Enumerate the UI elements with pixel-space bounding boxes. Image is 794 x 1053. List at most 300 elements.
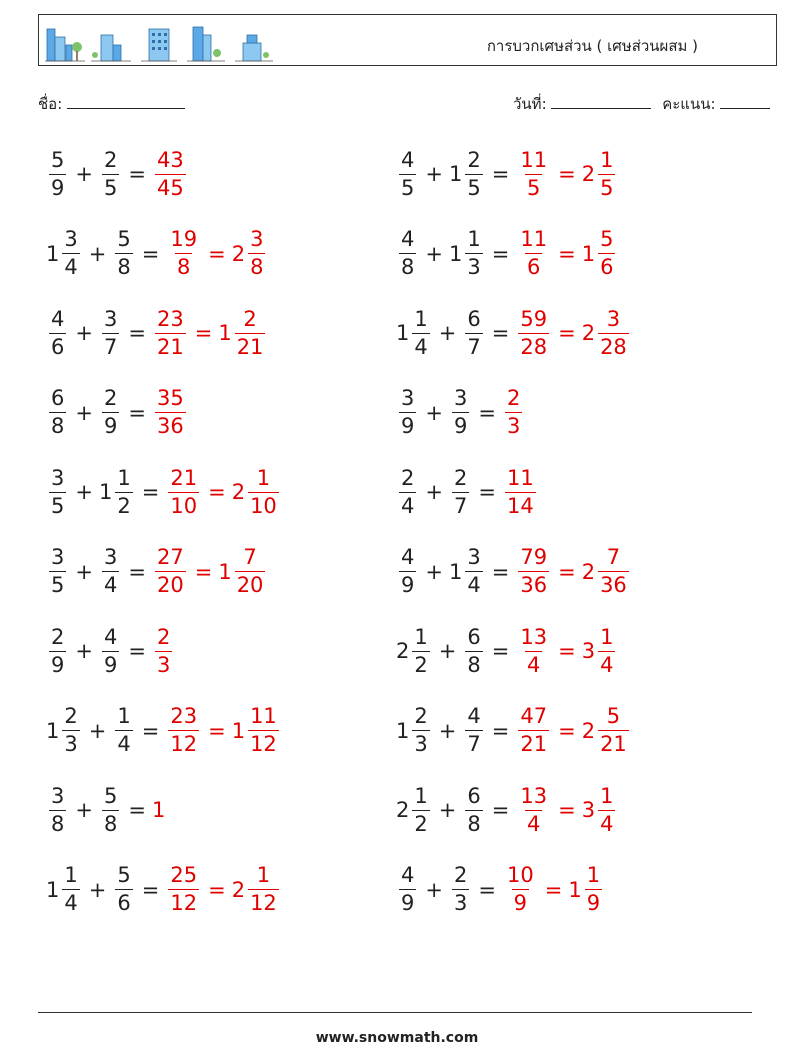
answer-mixed-whole: 3: [581, 639, 596, 663]
plus-sign: +: [438, 321, 457, 345]
answer-mixed-denominator: 36: [600, 573, 627, 597]
problem-4: [396, 220, 618, 288]
plus-sign: +: [425, 480, 443, 504]
addend-2-fraction: [115, 465, 132, 518]
answer-numerator: 11: [520, 147, 548, 172]
addend-2: [449, 229, 486, 278]
addend-1-fraction: [399, 388, 416, 437]
answer: [502, 865, 539, 914]
answer-mixed-whole: 2: [231, 480, 246, 504]
plus-sign: +: [425, 877, 443, 902]
answer-numerator: 59: [520, 306, 548, 331]
addend-1-denominator: 9: [401, 414, 415, 438]
addend-2: [99, 624, 122, 677]
equals-sign: =: [478, 400, 496, 425]
plus-sign: +: [88, 718, 107, 743]
answer-denominator: 3: [156, 652, 171, 677]
addend-2-denominator: 9: [453, 414, 468, 438]
answer-denominator: 9: [513, 891, 528, 915]
problem-14: [396, 617, 618, 685]
name-field: [38, 92, 185, 116]
equals-sign: =: [478, 877, 496, 902]
answer-mixed-fraction: [248, 465, 279, 518]
answer-denominator: 21: [156, 334, 184, 359]
answer-mixed-fraction: [598, 147, 615, 200]
answer-mixed-denominator: 8: [250, 255, 264, 279]
addend-1-denominator: 4: [414, 334, 428, 359]
addend-1-denominator: 2: [414, 652, 428, 677]
answer-mixed-numerator: 7: [606, 545, 621, 569]
plus-sign: +: [425, 559, 443, 584]
answer-fraction: [155, 388, 186, 437]
answer-denominator: 21: [520, 732, 548, 756]
addend-2-numerator: 4: [103, 624, 118, 649]
answer-mixed-fraction: [598, 783, 615, 836]
addend-1: [396, 783, 433, 836]
addend-1: [396, 229, 419, 278]
addend-2-denominator: 9: [103, 414, 118, 438]
answer-denominator: 5: [527, 175, 541, 200]
addend-2: [99, 783, 122, 836]
answer-mixed-whole: 2: [231, 877, 246, 902]
addend-2-numerator: 5: [117, 863, 131, 887]
addend-1-fraction: [62, 706, 79, 755]
answer-denominator: 20: [156, 573, 184, 597]
plus-sign: +: [75, 639, 93, 663]
answer-mixed: [232, 706, 282, 755]
answer-denominator: 4: [527, 811, 541, 836]
answer-denominator: 36: [520, 573, 548, 597]
answer-mixed-fraction: [598, 706, 629, 755]
addend-2: [99, 147, 122, 200]
answer-mixed-numerator: 1: [256, 465, 271, 490]
answer: [515, 706, 552, 755]
equals-sign: =: [141, 877, 160, 902]
equals-sign: =: [491, 798, 510, 822]
equals-sign: =: [128, 559, 146, 584]
answer-mixed-whole: 1: [568, 877, 582, 902]
equals-sign: =: [491, 718, 510, 743]
answer-fraction: [168, 465, 199, 518]
answer-denominator: 3: [506, 414, 521, 438]
equals-sign: =: [141, 480, 160, 504]
answer-numerator: 35: [156, 386, 184, 410]
problem-3: [46, 220, 268, 288]
answer-fraction: [505, 388, 522, 437]
page-title: การบวกเศษส่วน ( เศษส่วนผสม ): [486, 37, 698, 55]
problem-11: [46, 538, 268, 606]
problem-6: [396, 299, 632, 367]
addend-2-fraction: [102, 624, 119, 677]
plus-sign: +: [75, 559, 93, 584]
addend-1-fraction: [62, 865, 79, 914]
addend-2: [462, 624, 485, 677]
addend-2-numerator: 2: [103, 386, 118, 410]
header-box: [38, 14, 777, 66]
addend-1-numerator: 1: [64, 863, 78, 887]
problem-12: [396, 538, 632, 606]
answer: [165, 865, 202, 914]
plus-sign: +: [75, 321, 93, 345]
addend-1-denominator: 8: [401, 255, 415, 279]
answer-fraction: [518, 229, 549, 278]
answer-fraction: [155, 306, 186, 359]
answer-mixed-denominator: 6: [600, 255, 614, 279]
addend-2-denominator: 6: [117, 891, 131, 915]
answer: [165, 706, 202, 755]
addend-2: [462, 706, 485, 755]
answer-numerator: 13: [520, 624, 548, 649]
addend-1-numerator: 4: [401, 227, 415, 251]
answer-mixed-denominator: 5: [600, 175, 614, 200]
addend-1-fraction: [62, 229, 79, 278]
problem-16: [396, 697, 632, 765]
date-label: วันที่:: [513, 95, 547, 113]
addend-2-denominator: 5: [467, 175, 481, 200]
answer-denominator: 36: [156, 414, 184, 438]
addend-2-numerator: 6: [467, 783, 481, 808]
addend-1-denominator: 4: [64, 891, 78, 915]
addend-2-fraction: [452, 388, 469, 437]
addend-2-numerator: 3: [103, 545, 118, 569]
addend-2-fraction: [465, 624, 482, 677]
addend-2-numerator: 2: [453, 863, 468, 887]
equals-sign: =: [128, 162, 146, 186]
addend-2-numerator: 6: [467, 624, 481, 649]
problem-10: [396, 458, 539, 526]
answer: [515, 547, 552, 596]
answer: [152, 798, 165, 822]
addend-2-numerator: 5: [103, 783, 118, 808]
answer-mixed-numerator: 3: [606, 306, 621, 331]
name-blank[interactable]: [67, 94, 185, 109]
answer-mixed-whole: 1: [231, 718, 246, 743]
plus-sign: +: [75, 400, 93, 425]
equals-sign: =: [558, 798, 576, 822]
addend-2-denominator: 4: [467, 573, 481, 597]
answer-mixed-denominator: 28: [600, 334, 627, 359]
problem-8: [396, 379, 525, 447]
addend-2-fraction: [452, 465, 469, 518]
addend-1-whole: 1: [46, 877, 60, 902]
addend-2-denominator: 7: [103, 334, 118, 359]
addend-2-whole: 1: [448, 559, 463, 584]
addend-1-numerator: 3: [401, 386, 415, 410]
answer-denominator: 14: [506, 493, 534, 518]
addend-1: [46, 706, 83, 755]
answer-mixed-whole: 3: [581, 798, 596, 822]
addend-1-denominator: 4: [64, 255, 78, 279]
addend-1-denominator: 9: [51, 652, 65, 677]
addend-1-numerator: 2: [64, 704, 78, 728]
equals-sign: =: [558, 718, 576, 743]
addend-2-denominator: 7: [467, 732, 481, 756]
addend-1-fraction: [399, 465, 416, 518]
answer-mixed-whole: 2: [581, 718, 596, 743]
addend-2-numerator: 3: [467, 545, 481, 569]
answer-fraction: [518, 624, 549, 677]
answer-numerator: 47: [520, 704, 548, 728]
answer: [515, 624, 552, 677]
addend-1-numerator: 4: [401, 545, 415, 569]
answer-denominator: 4: [527, 652, 541, 677]
answer: [152, 547, 189, 596]
addend-1-denominator: 4: [401, 493, 415, 518]
answer-mixed-whole: 1: [581, 241, 596, 266]
addend-1: [46, 147, 69, 200]
addend-2-fraction: [102, 783, 119, 836]
addend-1-whole: 1: [396, 321, 410, 345]
addend-1-fraction: [49, 624, 66, 677]
plus-sign: +: [425, 400, 443, 425]
plus-sign: +: [425, 241, 443, 266]
date-score-fields: [513, 92, 770, 116]
addend-2: [99, 388, 122, 437]
addend-1-denominator: 5: [51, 493, 65, 518]
answer-fraction: [168, 865, 199, 914]
addend-2-denominator: 8: [467, 652, 481, 677]
addend-1-denominator: 8: [51, 811, 65, 836]
problem-9: [46, 458, 282, 526]
addend-2-denominator: 5: [103, 175, 118, 200]
addend-2-fraction: [452, 865, 469, 914]
addend-1-denominator: 8: [51, 414, 65, 438]
problem-5: [46, 299, 268, 367]
answer-numerator: 25: [170, 863, 198, 887]
answer-mixed-denominator: 10: [250, 493, 277, 518]
answer-mixed-fraction: [585, 865, 602, 914]
answer-mixed: [582, 706, 632, 755]
answer-mixed-numerator: 11: [250, 704, 277, 728]
answer-mixed: [581, 306, 632, 359]
answer-mixed: [231, 465, 282, 518]
addend-1-numerator: 3: [51, 783, 65, 808]
answer-mixed-numerator: 1: [600, 624, 614, 649]
equals-sign: =: [141, 241, 160, 266]
addend-2-denominator: 2: [117, 493, 131, 518]
answer: [502, 465, 539, 518]
problem-7: [46, 379, 189, 447]
equals-sign: =: [194, 321, 213, 345]
answer: [515, 229, 552, 278]
answer-fraction: [518, 783, 549, 836]
answer-mixed-numerator: 1: [256, 863, 271, 887]
score-label: คะแนน:: [662, 95, 716, 113]
addend-1-fraction: [399, 229, 416, 278]
addend-2-fraction: [115, 706, 132, 755]
addend-1-numerator: 2: [414, 704, 428, 728]
problem-20: [396, 856, 605, 924]
problem-2: [396, 140, 618, 208]
addend-1: [46, 388, 69, 437]
addend-2-numerator: 6: [467, 306, 481, 331]
addend-1-denominator: 9: [401, 891, 415, 915]
answer-mixed: [582, 547, 632, 596]
buildings-logo: [45, 23, 275, 63]
addend-1: [46, 465, 69, 518]
answer-mixed-denominator: 12: [250, 732, 277, 756]
addend-1-fraction: [49, 306, 66, 359]
addend-2-fraction: [465, 783, 482, 836]
answer-mixed-fraction: [235, 306, 266, 359]
answer-mixed-fraction: [598, 229, 615, 278]
answer-mixed-numerator: 5: [606, 704, 621, 728]
answer-mixed-denominator: 12: [250, 891, 277, 915]
addend-2-fraction: [115, 865, 132, 914]
answer-mixed-fraction: [598, 547, 629, 596]
addend-1-fraction: [399, 547, 416, 596]
addend-1-denominator: 9: [401, 573, 415, 597]
answer-mixed: [568, 865, 605, 914]
addend-2: [462, 306, 485, 359]
problem-19: [46, 856, 282, 924]
answer-denominator: 12: [170, 891, 198, 915]
problem-1: [46, 140, 189, 208]
addend-1: [396, 465, 419, 518]
answer: [515, 306, 552, 359]
answer-mixed: [581, 147, 619, 200]
equals-sign: =: [491, 321, 510, 345]
addend-2-denominator: 3: [453, 891, 468, 915]
addend-2: [112, 229, 135, 278]
addend-2-fraction: [465, 147, 482, 200]
answer: [152, 624, 175, 677]
addend-2-numerator: 4: [467, 704, 481, 728]
addend-2: [462, 783, 485, 836]
answer-numerator: 23: [156, 306, 184, 331]
answer-mixed: [232, 865, 282, 914]
addend-1-fraction: [49, 147, 66, 200]
plus-sign: +: [75, 798, 93, 822]
addend-2: [112, 865, 135, 914]
addend-1-whole: 1: [396, 718, 410, 743]
answer-mixed-numerator: 1: [600, 783, 614, 808]
answer-numerator: 13: [520, 783, 548, 808]
addend-1-numerator: 5: [51, 147, 65, 172]
addend-1-fraction: [412, 706, 429, 755]
addend-1-denominator: 3: [414, 732, 428, 756]
answer: [515, 147, 552, 200]
addend-1-whole: 1: [46, 718, 60, 743]
answer: [165, 229, 202, 278]
addend-2-whole: 1: [448, 241, 463, 266]
addend-2-fraction: [102, 306, 119, 359]
addend-2-numerator: 1: [117, 465, 131, 490]
answer: [152, 306, 189, 359]
answer-numerator: 10: [506, 863, 534, 887]
answer-mixed-numerator: 2: [243, 306, 257, 331]
answer-mixed-whole: 2: [581, 162, 596, 186]
answer-denominator: 8: [177, 255, 191, 279]
answer-numerator: 11: [506, 465, 534, 490]
answer-fraction: [155, 147, 186, 200]
equals-sign: =: [208, 718, 226, 743]
equals-sign: =: [128, 798, 146, 822]
answer-mixed-numerator: 1: [600, 147, 614, 172]
answer-mixed: [232, 229, 269, 278]
problem-18: [396, 776, 618, 844]
addend-2-fraction: [115, 229, 132, 278]
footer-url: www.snowmath.com: [315, 1030, 479, 1046]
equals-sign: =: [558, 241, 576, 266]
addend-1: [46, 547, 69, 596]
addend-2-numerator: 3: [453, 386, 468, 410]
addend-2: [449, 547, 486, 596]
answer-mixed-denominator: 21: [600, 732, 627, 756]
addend-2-fraction: [465, 706, 482, 755]
addend-2-fraction: [102, 388, 119, 437]
answer: [152, 388, 189, 437]
answer-mixed-numerator: 5: [600, 227, 614, 251]
addend-2-denominator: 8: [117, 255, 131, 279]
equals-sign: =: [128, 400, 146, 425]
answer-mixed-fraction: [235, 547, 266, 596]
addend-1-numerator: 1: [414, 783, 428, 808]
addend-1-numerator: 3: [64, 227, 78, 251]
plus-sign: +: [438, 639, 457, 663]
plus-sign: +: [438, 798, 457, 822]
answer-mixed-denominator: 21: [236, 334, 264, 359]
addend-2: [112, 706, 135, 755]
answer-numerator: 27: [156, 545, 184, 569]
answer-numerator: 43: [156, 147, 184, 172]
plus-sign: +: [88, 877, 107, 902]
score-blank[interactable]: [720, 94, 770, 109]
addend-2-numerator: 2: [467, 147, 481, 172]
answer: [515, 783, 552, 836]
addend-1-numerator: 4: [401, 863, 415, 887]
answer-numerator: 21: [170, 465, 198, 490]
addend-2-fraction: [465, 547, 482, 596]
answer-mixed-fraction: [248, 229, 265, 278]
answer-mixed-numerator: 7: [243, 545, 257, 569]
name-label: ชื่อ:: [38, 95, 63, 113]
addend-1-numerator: 2: [401, 465, 415, 490]
answer-mixed-whole: 2: [581, 321, 596, 345]
answer-denominator: 28: [520, 334, 548, 359]
answer-fraction: [518, 147, 549, 200]
addend-2-numerator: 5: [117, 227, 131, 251]
addend-1-numerator: 2: [51, 624, 65, 649]
answer-fraction: [518, 547, 549, 596]
addend-1: [396, 388, 419, 437]
answer-fraction: [505, 865, 536, 914]
addend-1-fraction: [412, 783, 429, 836]
plus-sign: +: [75, 162, 93, 186]
equals-sign: =: [558, 162, 576, 186]
equals-sign: =: [208, 480, 226, 504]
answer-numerator: 11: [520, 227, 548, 251]
addend-1-whole: 2: [396, 798, 410, 822]
addend-2-denominator: 4: [103, 573, 118, 597]
answer-mixed-whole: 2: [581, 559, 596, 584]
problem-13: [46, 617, 175, 685]
answer-mixed-denominator: 4: [600, 811, 614, 836]
addend-1-numerator: 4: [401, 147, 415, 172]
answer-mixed-whole: 1: [218, 559, 232, 584]
addend-2-denominator: 7: [453, 493, 468, 518]
answer-mixed-numerator: 3: [250, 227, 264, 251]
addend-1-denominator: 2: [414, 811, 428, 836]
addend-2-numerator: 2: [103, 147, 118, 172]
addend-1: [396, 706, 433, 755]
date-blank[interactable]: [551, 94, 651, 109]
addend-2-denominator: 7: [467, 334, 481, 359]
equals-sign: =: [208, 877, 226, 902]
addend-1-fraction: [49, 465, 66, 518]
addend-1-numerator: 1: [414, 306, 428, 331]
equals-sign: =: [491, 241, 510, 266]
